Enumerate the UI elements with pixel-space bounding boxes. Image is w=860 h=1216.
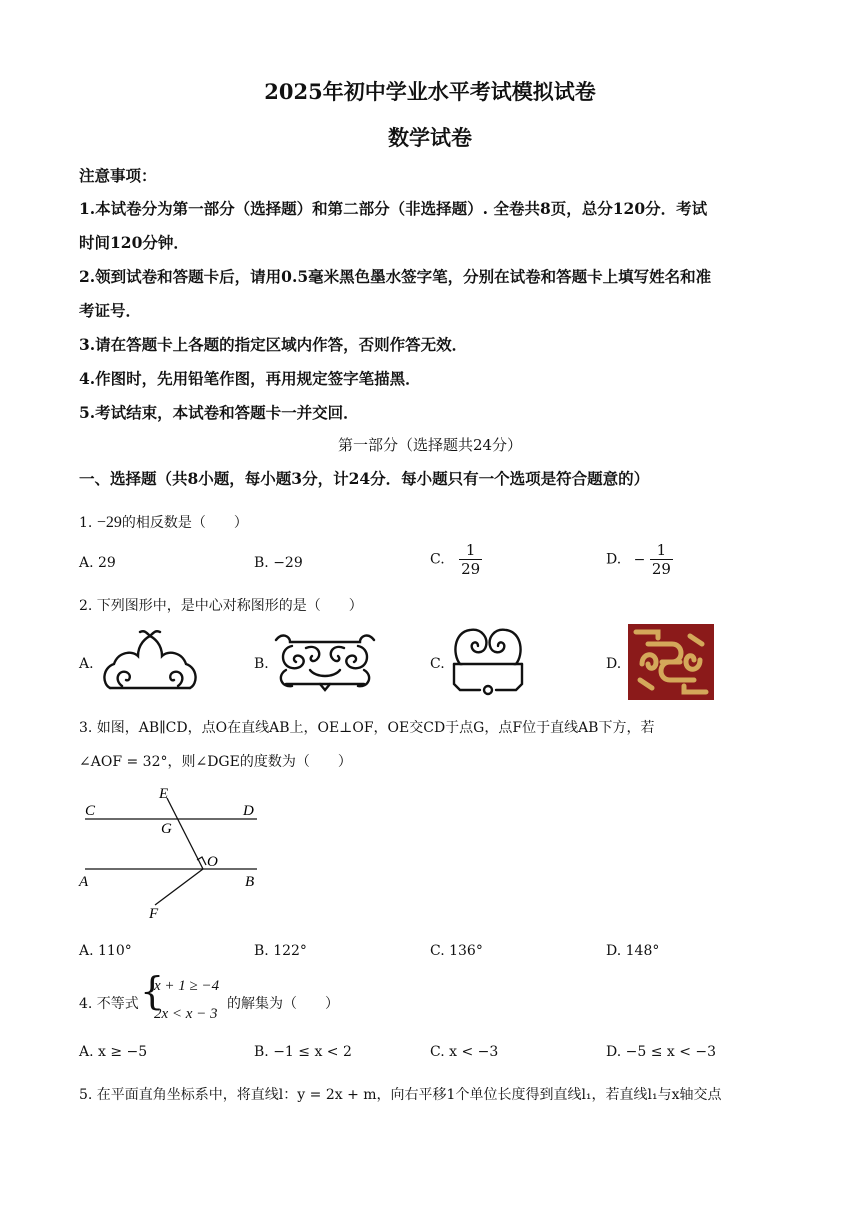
part1-heading: 第一部分（选择题共24分） xyxy=(337,436,523,454)
q1-option-c-label: C. xyxy=(430,551,445,568)
fraction-denominator: 29 xyxy=(651,560,671,578)
q4-suffix: 的解集为（ ） xyxy=(227,996,339,1012)
cloud-figure-a xyxy=(100,628,200,698)
q4-option-b[interactable]: B. −1 ≤ x < 2 xyxy=(254,1044,352,1060)
ray-oe xyxy=(167,798,203,869)
exam-subtitle: 数学试卷 xyxy=(388,125,472,150)
q3-option-a[interactable]: A. 110° xyxy=(79,943,132,959)
notice-line: 3.请在答题卡上各题的指定区域内作答，否则作答无效． xyxy=(79,335,468,354)
q4-option-c[interactable]: C. x < −3 xyxy=(430,1044,499,1060)
label-d: D xyxy=(243,803,254,819)
label-f: F xyxy=(149,906,159,922)
q1-expression: −29 xyxy=(96,514,122,531)
q2-option-a[interactable]: A. xyxy=(79,656,94,672)
fraction-numerator: 1 xyxy=(459,541,482,560)
notice-line: 5.考试结束，本试卷和答题卡一并交回． xyxy=(79,403,359,422)
notice-line: 时间120分钟． xyxy=(79,233,189,252)
q1-option-c-fraction xyxy=(459,541,482,578)
q3-stem-line2: ∠AOF = 32°，则∠DGE的度数为（ ） xyxy=(79,754,352,770)
q1-option-d-sign: − xyxy=(633,551,646,568)
q2-option-c[interactable]: C. xyxy=(430,656,445,672)
ray-of xyxy=(155,869,203,905)
q1-option-c[interactable] xyxy=(430,541,482,578)
fraction-numerator: 1 xyxy=(650,541,673,560)
q2-option-b[interactable]: B. xyxy=(254,656,269,672)
exam-title: 2025年初中学业水平考试模拟试卷 xyxy=(264,79,596,104)
notice-heading: 注意事项： xyxy=(79,166,157,185)
label-c: C xyxy=(85,803,96,819)
label-g: G xyxy=(161,821,172,837)
q4-prefix: 4. 不等式 xyxy=(79,996,139,1012)
q4-option-a[interactable]: A. x ≥ −5 xyxy=(79,1044,148,1060)
fraction-denominator: 29 xyxy=(461,560,481,578)
q1-text: 的相反数是（ ） xyxy=(121,515,248,531)
section1-heading: 一、选择题（共8小题，每小题3分，计24分．每小题只有一个选项是符合题意的） xyxy=(79,469,650,488)
tile-figure-d xyxy=(628,624,714,700)
q2-option-d[interactable]: D. xyxy=(606,656,622,672)
q1-stem xyxy=(79,512,248,532)
q1-option-d[interactable] xyxy=(606,541,673,578)
q4-inequality-1: x + 1 ≥ −4 xyxy=(154,978,220,994)
q3-stem-line1: 3. 如图，AB∥CD，点O在直线AB上，OE⊥OF，OE交CD于点G，点F位于直线AB下方，若 xyxy=(79,720,655,736)
q1-option-a[interactable]: A. 29 xyxy=(79,555,116,571)
label-o: O xyxy=(207,854,218,870)
q1-option-d-label: D. xyxy=(606,551,622,568)
q3-geometry-figure xyxy=(75,782,275,922)
q3-option-d[interactable]: D. 148° xyxy=(606,943,660,959)
notice-line: 考证号． xyxy=(79,301,142,320)
q5-stem: 5. 在平面直角坐标系中，将直线l：y = 2x + m，向右平移1个单位长度得到直线l₁，若直线l₁与x轴交点 xyxy=(79,1087,722,1103)
label-b: B xyxy=(245,874,255,890)
ornament-figure-b xyxy=(272,626,378,696)
q3-option-c[interactable]: C. 136° xyxy=(430,943,483,959)
q4-brace: { xyxy=(140,969,165,1013)
label-a: A xyxy=(79,874,89,890)
q1-number: 1. xyxy=(79,515,93,531)
q1-option-b[interactable]: B. −29 xyxy=(254,555,303,571)
notice-line: 2.领到试卷和答题卡后，请用0.5毫米黑色墨水签字笔，分别在试卷和答题卡上填写姓名和准 xyxy=(79,267,712,286)
q4-option-d[interactable]: D. −5 ≤ x < −3 xyxy=(606,1044,717,1060)
label-e: E xyxy=(159,786,169,802)
scroll-figure-c xyxy=(450,624,526,700)
q3-option-b[interactable]: B. 122° xyxy=(254,943,307,959)
q4-inequality-2: 2x < x − 3 xyxy=(154,1006,218,1022)
q1-option-d-fraction xyxy=(650,541,673,578)
notice-line: 4.作图时，先用铅笔作图，再用规定签字笔描黑． xyxy=(79,369,421,388)
q2-stem: 2. 下列图形中，是中心对称图形的是（ ） xyxy=(79,598,363,614)
notice-line: 1.本试卷分为第一部分（选择题）和第二部分（非选择题）. 全卷共8页，总分120分．考试 xyxy=(79,199,708,218)
